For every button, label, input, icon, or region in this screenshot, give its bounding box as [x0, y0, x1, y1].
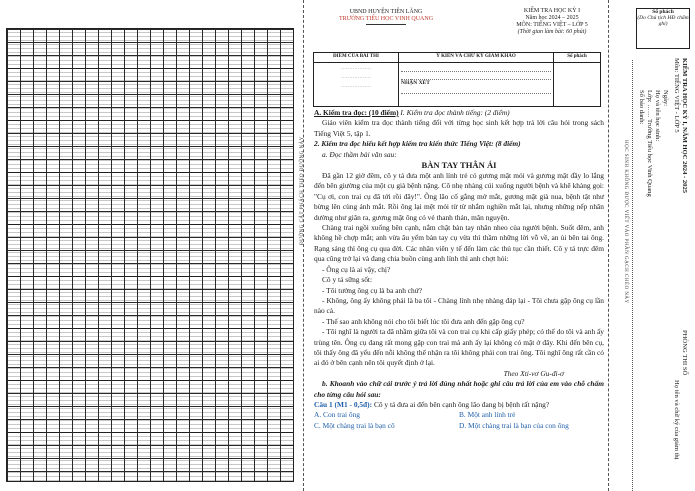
field-candidate-number[interactable]: Số báo danh:: [638, 90, 645, 125]
options-row-2: [314, 421, 604, 431]
side-exam-title: KIỂM TRA HỌC KỲ I, NĂM HỌC 2024 - 2025: [681, 58, 688, 194]
section-a1-title: I. Kiểm tra đọc thành tiếng: (2 điểm): [400, 108, 510, 117]
side-dept: PHÒNG THI SỐ: [681, 330, 688, 376]
dialogue-line: - Tôi nghĩ là người ta đã nhầm giữa tôi và con trai cụ khi cấp giấy phép; có thể do tôi và anh ấy trùng tên. Ông cụ đang rất mong gặp con trai mà anh ấy lại không có mặt ở đây. Khi đến bên cụ, tôi thấy ông đã yếu đến nỗi không thể nhận ra tôi không phải con trai ông. Tôi nghĩ ông rất cần có ai đó ở bên cạnh nên tôi quyết định ở lại.: [314, 327, 604, 368]
score-dots-2: ………………: [341, 75, 371, 80]
story-para-1: Đã gần 12 giờ đêm, cô y tá đưa một anh lính trẻ có gương mặt mỏi và gương mặt đầy lo lắng đến bên giường của một cụ già bệnh nặng. Cô nhẹ nhàng cúi xuống người bệnh và khẽ khàng gọi: "Cụ ơi, con trai cụ đã tới rồi đây!". Ông lão cố gắng mở mắt, gương mặt già nua, bệnh tật như bừng lên cùng ánh mắt. Rồi ông lại mệt mỏi từ từ nhắm nghiền mắt lại, nhưng những nếp nhăn dường như giãn ra, gương mặt ông có vẻ thanh thản, mãn nguyện.: [314, 171, 604, 222]
story-title: BÀN TAY THÂN ÁI: [421, 160, 497, 171]
side-info-main: [672, 58, 688, 193]
examiner-col-header: Ý KIẾN VÀ CHỮ KÝ GIÁM KHẢO: [399, 53, 554, 63]
side-subject: Môn: TIẾNG VIỆT - LỚP 5: [673, 58, 680, 133]
dialogue-line: - Thế sao anh không nói cho tôi biết lúc tôi đưa anh đến gặp ông cụ?: [322, 316, 525, 326]
dialogue-line: - Ông cụ là ai vậy, chị?: [322, 264, 391, 274]
section-b-heading: b. Khoanh vào chữ cái trước ý trả lời đúng nhất hoặc ghi câu trả lời của em vào chỗ chấm cho từng câu hỏi sau:: [314, 379, 604, 399]
cut-line-left: [303, 0, 304, 491]
score-cell[interactable]: [314, 63, 399, 107]
secret-number-box: [636, 8, 690, 49]
score-col-header: ĐIỂM CỦA BÀI THI: [314, 53, 399, 63]
comment-line: [401, 86, 551, 94]
secret-col-header: Số phách: [554, 53, 601, 63]
side-proctor: Họ tên và chữ ký của giám thị: [673, 380, 680, 460]
comment-cell[interactable]: [399, 63, 554, 107]
school-name: TRƯỜNG TIỂU HỌC VINH QUANG: [338, 16, 434, 22]
time-line: (Thời gian làm bài: 60 phút): [517, 29, 587, 35]
dialogue-line: - Tôi tưởng ông cụ là ba anh chứ?: [322, 285, 423, 295]
section-2-heading: 2. Kiểm tra đọc hiểu kết hợp kiểm tra kiến thức Tiếng Việt: (8 điểm): [314, 139, 521, 149]
subject-line: MÔN: TIẾNG VIỆT – LỚP 5: [516, 22, 588, 28]
comment-line: [401, 64, 551, 72]
score-dots-1: ………………: [341, 66, 371, 71]
options-row-1: [314, 410, 604, 420]
story-source: Theo Xti-vơ Gu-đi-ơ: [503, 368, 564, 378]
no-write-text: HỌC SINH KHÔNG ĐƯỢC VIẾT VÀO PHẦN GẠCH CHÉO NÀY: [623, 140, 628, 304]
dialogue-line: Cô y tá sững sốt:: [322, 275, 372, 285]
exam-content: [314, 108, 604, 431]
exam-header: [492, 8, 612, 36]
question-1-text: Cô y tá đưa ai đến bên cạnh ông lão đang bị bệnh rất nặng?: [373, 399, 550, 409]
question-1-label: Câu 1 (M1 - 0,5đ):: [314, 399, 373, 409]
header-underline: [366, 24, 406, 25]
field-date[interactable]: Ngày:: [662, 90, 669, 107]
dotted-grid: [6, 28, 294, 482]
score-table: [313, 52, 601, 107]
option-d[interactable]: D. Một chàng trai là bạn của con ông: [459, 420, 569, 430]
secret-number-label: Số phách: [652, 9, 674, 15]
left-cut-text: ĐƯỜNG CẮT PHÁCH THEO ĐƯỜNG NÀY: [300, 136, 305, 245]
comment-line: [401, 72, 551, 80]
section-2a-heading: a. Đọc thầm bài văn sau:: [322, 149, 397, 159]
intro-text: Giáo viên kiểm tra đọc thành tiếng đối với từng học sinh kết hợp trả lời câu hỏi trong sách Tiếng Việt 5, tập 1.: [314, 118, 604, 138]
option-a[interactable]: A. Con trai ông: [314, 410, 360, 420]
school-year: Năm học 2024 – 2025: [525, 15, 579, 21]
option-b[interactable]: B. Một anh lính trẻ: [459, 410, 516, 420]
exam-title: KIỂM TRA HỌC KỲ I: [523, 8, 581, 14]
secret-cell: [554, 63, 601, 107]
section-a-heading: [314, 108, 604, 118]
side-fields: [637, 90, 669, 197]
field-class-school[interactable]: Lớp: …… Trường Tiểu học Vinh Quang: [646, 90, 653, 197]
dialogue-line: - Không, ông ấy không phải là ba tôi - Chàng lính nhẹ nhàng đáp lại - Tôi chưa gặp ông cụ lần nào cả.: [314, 295, 604, 316]
section-a-title: A. Kiểm tra đọc: (10 điểm): [314, 108, 399, 117]
question-1: [314, 400, 604, 410]
score-dots-3: ………………: [341, 84, 371, 89]
field-student-name[interactable]: Họ và tên học sinh:: [654, 90, 661, 142]
school-header: [316, 9, 456, 25]
story-para-2: Chàng trai ngồi xuống bên cạnh, nắm chặt bàn tay nhăn nheo của người bệnh. Suốt đêm, anh không hề chợp mắt; anh vừa âu yếm bàn tay cụ vừa thì thầm những lời vỗ về, an ủi bên tai ông. Rạng sáng thì ông cụ qua đời. Các nhân viên y tế đến làm các thủ tục cần thiết. Cô y tá trực đêm qua cũng trở lại và đang chia buồn cùng anh lính thì anh chợt hỏi:: [314, 223, 604, 264]
district-name: UBND HUYỆN TIÊN LÃNG: [349, 9, 423, 15]
comment-label: NHẬN XÉT: [401, 80, 430, 86]
secret-number-note: (Do Chủ tịch HĐ chấm ghi): [637, 15, 689, 27]
cut-line-mid: [632, 60, 633, 491]
cut-line-right: [608, 0, 609, 491]
option-c[interactable]: C. Một chàng trai là bạn cô: [314, 420, 395, 430]
